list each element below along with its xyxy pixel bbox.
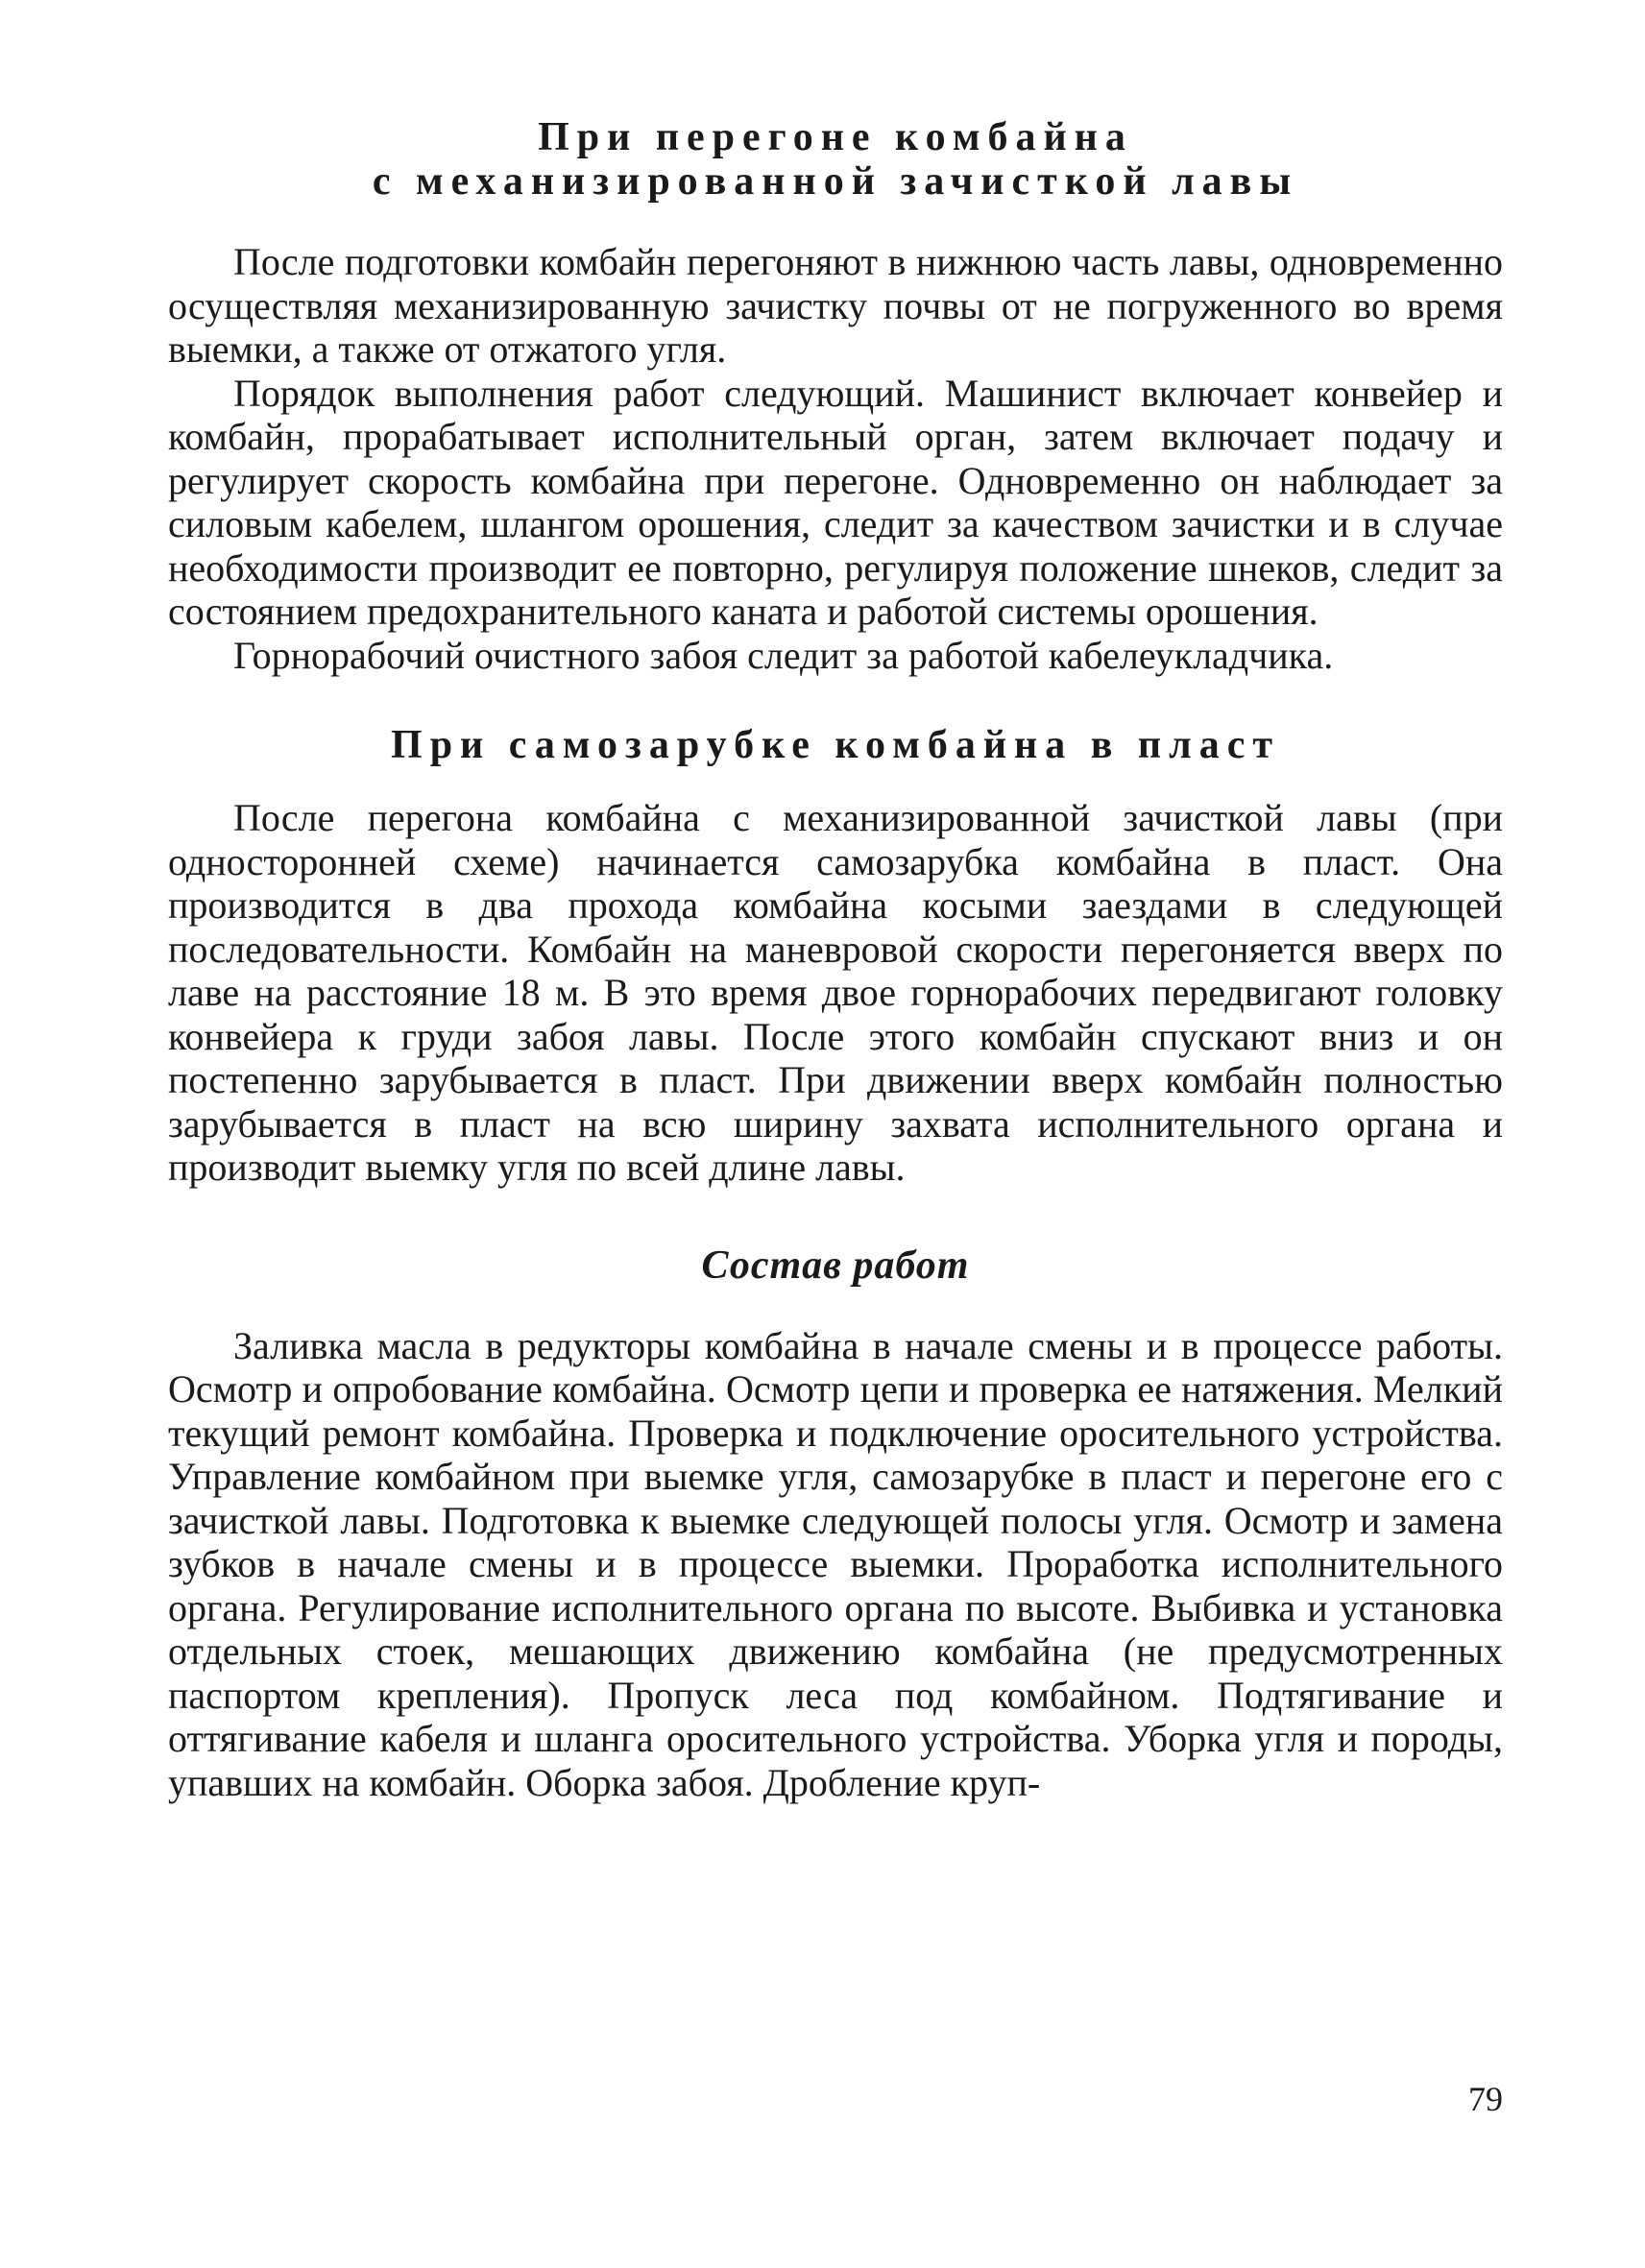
heading-line: При перегоне комбайна	[538, 115, 1133, 159]
heading-line: При самозарубке комбайна в пласт	[391, 723, 1280, 767]
section-body-samozarubka	[168, 796, 1503, 1190]
heading-line: Состав работ	[701, 1243, 970, 1288]
section-heading-samozarubka	[168, 723, 1503, 767]
heading-line: с механизированной зачисткой лавы	[372, 159, 1299, 204]
section-heading-regon	[168, 115, 1503, 204]
section-body-regon	[168, 240, 1503, 677]
page-number: 79	[1468, 2080, 1503, 2118]
paragraph: Порядок выполнения работ следующий. Машинист включает конвейер и комбайн, прорабатывает исполнительный орган, затем включает подачу и регулирует скорость комбайна при перегоне. Одновременно он наблюдает за силовым кабелем, шлангом орошения, следит за качеством зачистки и в случае необходимости производит ее повторно, регулируя положение шнеков, следит за состоянием предохранительного каната и работой системы орошения.	[168, 371, 1503, 633]
paragraph: Горнорабочий очистного забоя следит за работой кабелеукладчика.	[233, 633, 1334, 677]
paragraph: После подготовки комбайн перегоняют в нижнюю часть лавы, одновременно осуществляя механизированную зачистку почвы от не погруженного во время выемки, а также от отжатого угля.	[168, 240, 1503, 371]
page-content	[168, 115, 1503, 1804]
paragraph: Заливка масла в редукторы комбайна в начале смены и в процессе работы. Осмотр и опробование комбайна. Осмотр цепи и проверка ее натяжения. Мелкий текущий ремонт комбайна. Проверка и подключение оросительного устройства. Управление комбайном при выемке угля, самозарубке в пласт и перегоне его с зачисткой лавы. Подготовка к выемке следующей полосы угля. Осмотр и замена зубков в начале смены и в процессе выемки. Проработка исполнительного органа. Регулирование исполнительного органа по высоте. Выбивка и установка отдельных стоек, мешающих движению комбайна (не предусмотренных паспортом крепления). Пропуск леса под комбайном. Подтягивание и оттягивание кабеля и шланга оросительного устройства. Уборка угля и породы, упавших на комбайн. Оборка забоя. Дробление круп-	[168, 1323, 1503, 1804]
section-body-sostav-rabot	[168, 1324, 1503, 1805]
section-heading-sostav-rabot	[168, 1243, 1503, 1288]
paragraph: После перегона комбайна с механизированной зачисткой лавы (при односторонней схеме) начинается самозарубка комбайна в пласт. Она производится в два прохода комбайна косыми заездами в следующей последовательности. Комбайн на маневровой скорости перегоняется вверх по лаве на расстояние 18 м. В это время двое горнорабочих передвигают головку конвейера к груди забоя лавы. После этого комбайн спускают вниз и он постепенно зарубывается в пласт. При движении вверх комбайн полностью зарубывается в пласт на всю ширину захвата исполнительного органа и производит выемку угля по всей длине лавы.	[168, 796, 1503, 1189]
